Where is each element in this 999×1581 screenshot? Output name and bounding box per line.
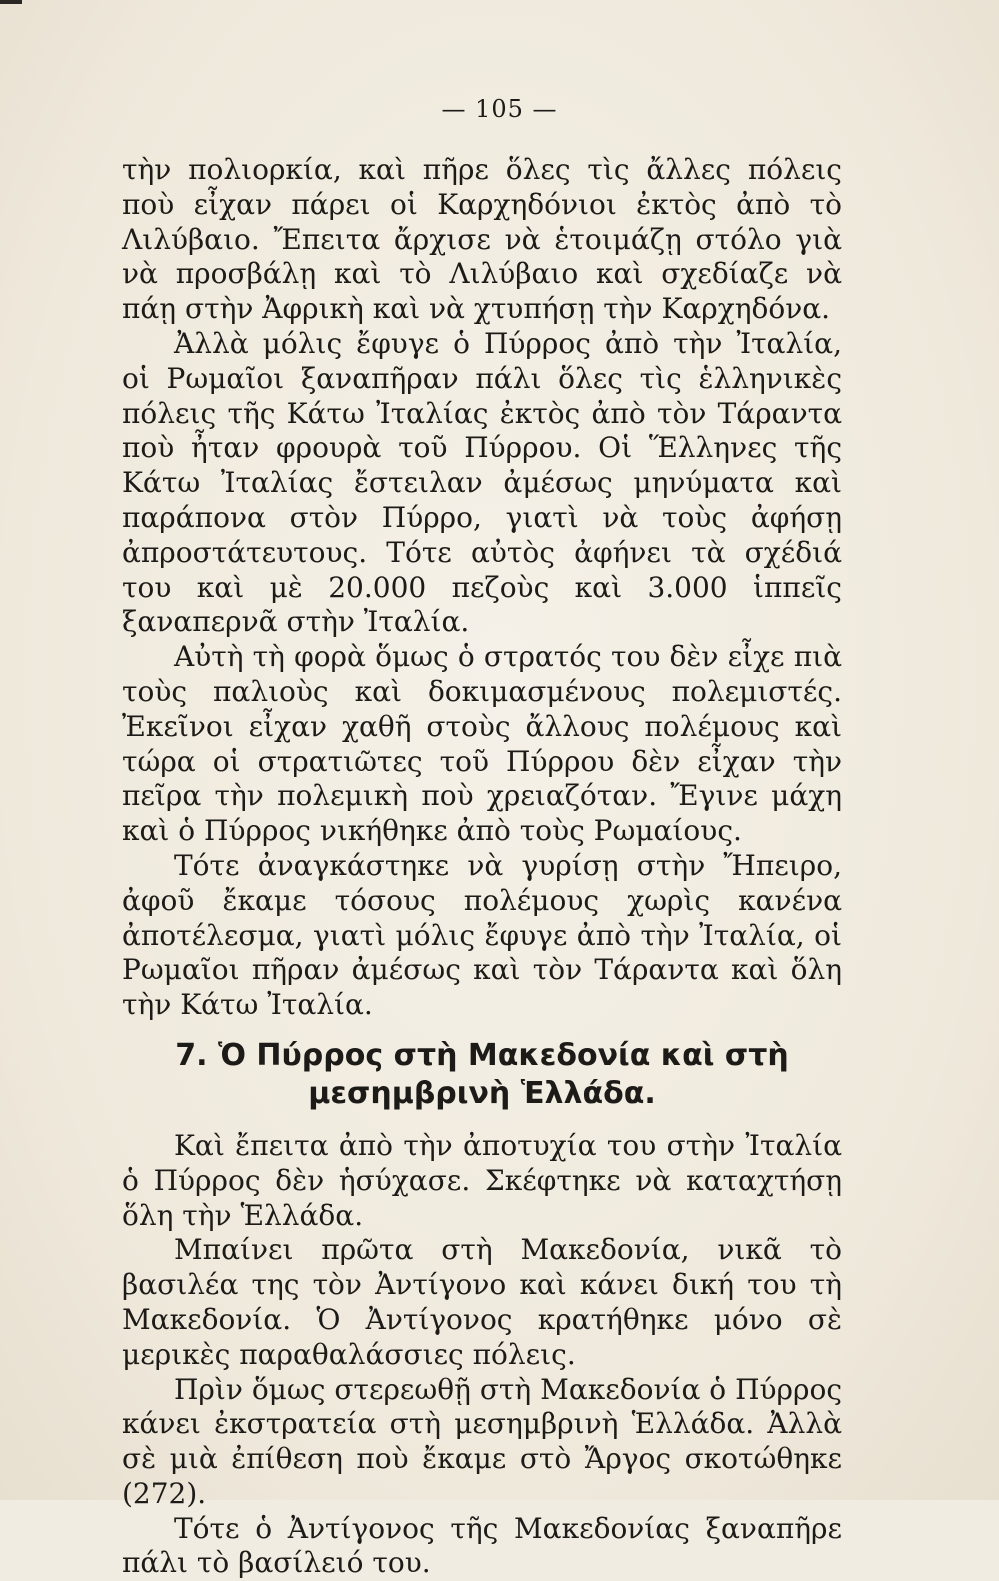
- paragraph: Πρὶν ὅμως στερεωθῇ στὴ Μακεδονία ὁ Πύρρος κάνει ἐκστρατεία στὴ μεσημβρινὴ Ἑλλάδα. Ἀλλὰ σὲ μιὰ ἐπίθεση ποὺ ἔκαμε στὸ Ἄργος σκοτώθηκε (272).: [122, 1372, 842, 1510]
- page-number: — 105 —: [441, 95, 558, 123]
- paragraph: Μπαίνει πρῶτα στὴ Μακεδονία, νικᾶ τὸ βασιλέα της τὸν Ἀντίγονο καὶ κάνει δική του τὴ Μακεδονία. Ὁ Ἀντίγονος κρατήθηκε μόνο σὲ μερικὲς παραθαλάσσιες πόλεις.: [122, 1233, 842, 1371]
- paragraph-continued: τὴν πολιορκία, καὶ πῆρε ὅλες τὶς ἄλλες πόλεις ποὺ εἶχαν πάρει οἱ Καρχηδόνιοι ἐκτὸς ἀπὸ τὸ Λιλύβαιο. Ἔπειτα ἄρχισε νὰ ἑτοιμάζῃ στόλο γιὰ νὰ προσβάλῃ καὶ τὸ Λιλύβαιο καὶ σχεδίαζε νὰ πάῃ στὴν Ἀφρικὴ καὶ νὰ χτυπήσῃ τὴν Καρχηδόνα.: [122, 153, 842, 326]
- paragraph: Τότε ἀναγκάστηκε νὰ γυρίσῃ στὴν Ἤπειρο, ἀφοῦ ἔκαμε τόσους πολέμους χωρὶς κανένα ἀποτέλεσμα, γιατὶ μόλις ἔφυγε ἀπὸ τὴν Ἰταλία, οἱ Ρωμαῖοι πῆραν ἀμέσως καὶ τὸν Τάραντα καὶ ὅλη τὴν Κάτω Ἰταλία.: [122, 848, 842, 1022]
- section-heading: [122, 1037, 842, 1113]
- scan-corner-mark: [0, 0, 22, 4]
- section-heading-line-1: 7. Ὁ Πύρρος στὴ Μακεδονία καὶ στὴ: [175, 1037, 789, 1073]
- paragraph: Καὶ ἔπειτα ἀπὸ τὴν ἀποτυχία του στὴν Ἰταλία ὁ Πύρρος δὲν ἡσύχασε. Σκέφτηκε νὰ καταχτήσῃ ὅλη τὴν Ἑλλάδα.: [122, 1128, 842, 1232]
- section-heading-line-2: μεσημβρινὴ Ἑλλάδα.: [308, 1075, 656, 1111]
- body-text: [122, 153, 842, 1581]
- paragraph: Ἀλλὰ μόλις ἔφυγε ὁ Πύρρος ἀπὸ τὴν Ἰταλία, οἱ Ρωμαῖοι ξαναπῆραν πάλι ὅλες τὶς ἑλληνικὲς πόλεις τῆς Κάτω Ἰταλίας ἐκτὸς ἀπὸ τὸν Τάραντα ποὺ ἦταν φρουρὰ τοῦ Πύρρου. Οἱ Ἕλληνες τῆς Κάτω Ἰταλίας ἔστειλαν ἀμέσως μηνύματα καὶ παράπονα στὸν Πύρρο, γιατὶ νὰ τοὺς ἀφήσῃ ἀπροστάτευτους. Τότε αὐτὸς ἀφήνει τὰ σχέδιά του καὶ μὲ 20.000 πεζοὺς καὶ 3.000 ἱππεῖς ξαναπερνᾶ στὴν Ἰταλία.: [122, 326, 842, 639]
- paragraph: Τότε ὁ Ἀντίγονος τῆς Μακεδονίας ξαναπῆρε πάλι τὸ βασίλειό του.: [122, 1511, 842, 1580]
- paragraph: Αὐτὴ τὴ φορὰ ὅμως ὁ στρατός του δὲν εἶχε πιὰ τοὺς παλιοὺς καὶ δοκιμασμένους πολεμιστές. Ἐκεῖνοι εἶχαν χαθῆ στοὺς ἄλλους πολέμους καὶ τώρα οἱ στρατιῶτες τοῦ Πύρρου δὲν εἶχαν τὴν πεῖρα τὴν πολεμικὴ ποὺ χρειαζόταν. Ἔγινε μάχη καὶ ὁ Πύρρος νικήθηκε ἀπὸ τοὺς Ρωμαίους.: [122, 640, 842, 848]
